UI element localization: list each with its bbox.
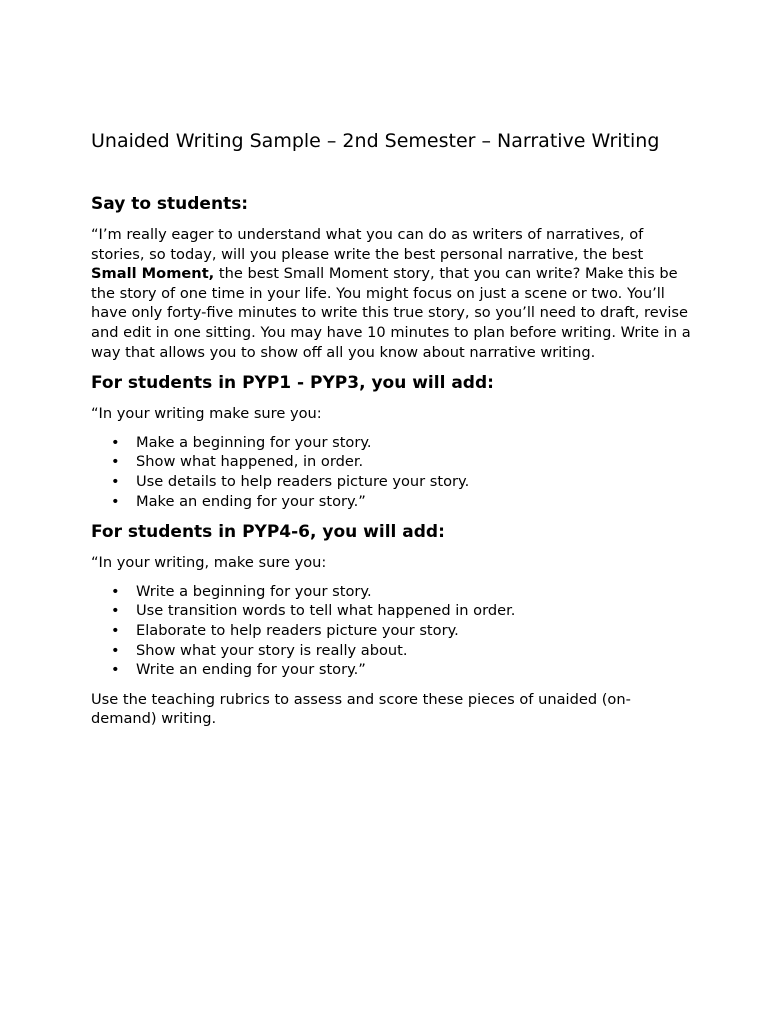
pyp4-6-intro: “In your writing, make sure you: <box>91 554 327 572</box>
bullet-icon: • <box>111 621 120 639</box>
list-item <box>91 621 691 641</box>
pyp1-3-heading: For students in PYP1 - PYP3, you will add: <box>91 373 494 394</box>
list-item-text: Write a beginning for your story. <box>136 582 372 600</box>
list-item-text: Make a beginning for your story. <box>136 433 372 451</box>
bullet-icon: • <box>111 453 120 471</box>
bullet-icon: • <box>111 661 120 679</box>
bullet-icon: • <box>111 641 120 659</box>
list-item <box>91 492 691 512</box>
list-item <box>91 472 691 492</box>
list-item-text: Make an ending for your story.” <box>136 492 366 510</box>
document-content <box>91 128 691 729</box>
bullet-icon: • <box>111 492 120 510</box>
list-item <box>91 660 691 680</box>
closing-paragraph: Use the teaching rubrics to assess and score these pieces of unaided (on-demand) writing. <box>91 690 631 728</box>
say-paragraph-part-1: “I’m really eager to understand what you can do as writers of narratives, of stories, so today, will you please write the best personal narrative, the best <box>91 226 644 263</box>
list-item <box>91 641 691 661</box>
say-to-students-paragraph <box>91 225 691 362</box>
list-item-text: Elaborate to help readers picture your story. <box>136 621 459 639</box>
bullet-icon: • <box>111 582 120 600</box>
list-item <box>91 452 691 472</box>
list-item-text: Use transition words to tell what happened in order. <box>136 602 516 620</box>
list-item-text: Show what your story is really about. <box>136 641 408 659</box>
pyp1-3-intro: “In your writing make sure you: <box>91 405 322 423</box>
list-item <box>91 433 691 453</box>
list-item <box>91 601 691 621</box>
say-paragraph-part-2: the best Small Moment story, that you can write? Make this be the story of one time in your life. You might focus on just a scene or two. You’ll have only forty-five minutes to write this true story, so you’ll need to draft, revise and edit in one sitting. You may have 10 minutes to plan before writing. Write in a way that allows you to show off all you know about narrative writing. <box>91 265 691 361</box>
pyp1-3-list <box>91 433 691 511</box>
bullet-icon: • <box>111 472 120 490</box>
bullet-icon: • <box>111 433 120 451</box>
pyp4-6-heading: For students in PYP4-6, you will add: <box>91 522 445 543</box>
say-to-students-heading: Say to students: <box>91 194 249 214</box>
list-item-text: Use details to help readers picture your story. <box>136 472 470 490</box>
document-title: Unaided Writing Sample – 2nd Semester – Narrative Writing <box>91 130 660 152</box>
list-item <box>91 582 691 602</box>
bullet-icon: • <box>111 602 120 620</box>
small-moment-bold-text: Small Moment, <box>91 265 215 283</box>
list-item-text: Write an ending for your story.” <box>136 661 366 679</box>
pyp4-6-list <box>91 582 691 680</box>
list-item-text: Show what happened, in order. <box>136 453 364 471</box>
